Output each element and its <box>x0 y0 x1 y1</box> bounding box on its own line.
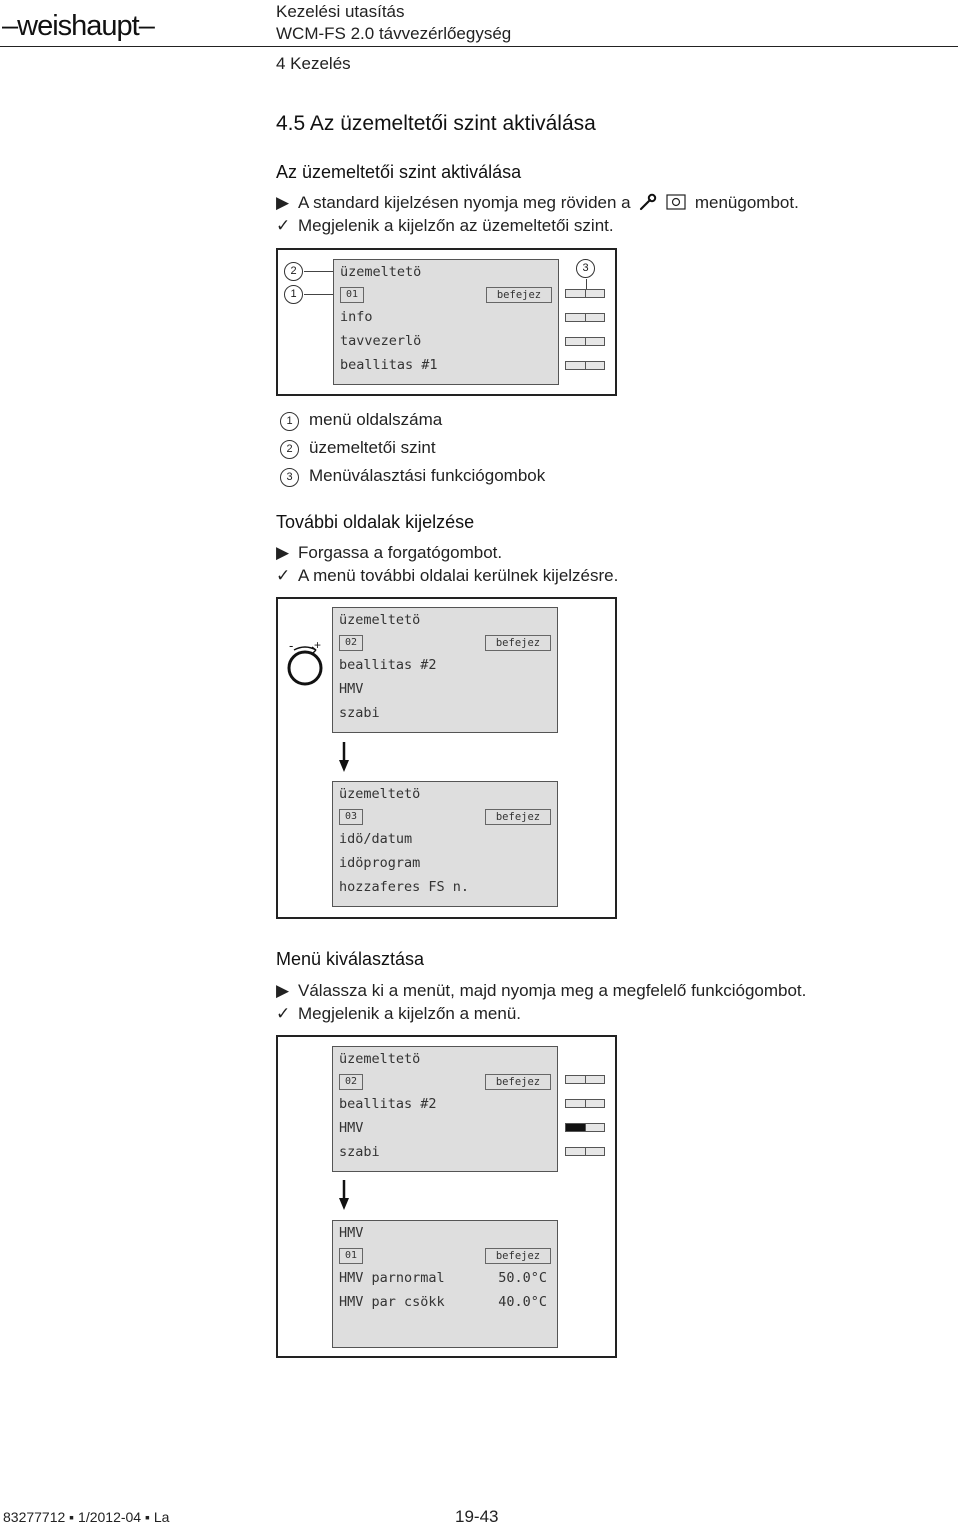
lcd-title: üzemeltetö <box>340 264 422 280</box>
checkmark-icon: ✓ <box>276 216 291 235</box>
leader-line-3 <box>586 279 587 289</box>
function-key-3-pressed[interactable] <box>565 1123 605 1132</box>
sub3-instruction: ▶ Válassza ki a menüt, majd nyomja meg a megfelelő funkciógombot. <box>276 981 807 1000</box>
arrow-down-icon <box>336 1178 352 1212</box>
lcd-display-1 <box>333 259 559 385</box>
sub2-result: ✓ A menü további oldalai kerülnek kijelzésre. <box>276 566 619 585</box>
leader-line-2 <box>304 271 334 272</box>
lcd-param-value: 50.0°C <box>498 1270 547 1286</box>
knob-plus-sign: + <box>314 638 322 652</box>
lcd-menu-item: idöprogram <box>339 855 421 871</box>
legend-item: 3 Menüválasztási funkciógombok <box>280 466 545 487</box>
callout-2: 2 <box>284 262 313 281</box>
legend-item: 2 üzemeltetői szint <box>280 438 436 459</box>
lcd-end-label: befejez <box>486 287 552 303</box>
triangle-right-icon: ▶ <box>276 543 290 562</box>
lcd-end-label: befejez <box>485 635 551 651</box>
function-key-4[interactable] <box>565 361 605 370</box>
section-title: 4.5 Az üzemeltetői szint aktiválása <box>276 112 596 135</box>
doc-number: 83277712 ▪ 1/2012-04 ▪ La <box>3 1509 170 1525</box>
page-number: 19-43 <box>455 1507 499 1526</box>
lcd-title: üzemeltetö <box>339 1051 421 1067</box>
function-key-4[interactable] <box>565 1147 605 1156</box>
lcd-page-number: 01 <box>339 1248 363 1264</box>
callout-1: 1 <box>284 285 313 304</box>
sub2-instruction: ▶ Forgassa a forgatógombot. <box>276 543 503 562</box>
lcd-menu-item: beallitas #2 <box>339 657 437 673</box>
lcd-menu-item: hozzaferes FS n. <box>339 879 470 895</box>
lcd-menu-item: szabi <box>339 1144 380 1160</box>
function-key-2[interactable] <box>565 1099 605 1108</box>
doc-type: Kezelési utasítás <box>276 2 405 21</box>
sub1-heading: Az üzemeltetői szint aktiválása <box>276 162 522 182</box>
triangle-right-icon: ▶ <box>276 981 290 1000</box>
function-key-1[interactable] <box>565 1075 605 1084</box>
function-key-3[interactable] <box>565 337 605 346</box>
lcd-menu-item: info <box>340 309 373 325</box>
sub1-instruction: ▶ A standard kijelzésen nyomja meg röviden a menügombot. <box>276 193 799 212</box>
chapter-title: 4 Kezelés <box>276 54 351 73</box>
lcd-title: üzemeltetö <box>339 786 421 802</box>
arrow-down-icon <box>336 740 352 774</box>
lcd-display-3 <box>332 781 558 907</box>
lcd-page-number: 02 <box>339 635 363 651</box>
lcd-title: üzemeltetö <box>339 612 421 628</box>
lcd-menu-item: szabi <box>339 705 380 721</box>
callout-3: 3 <box>576 259 605 278</box>
lcd-end-label: befejez <box>485 1074 551 1090</box>
lcd-menu-item: idö/datum <box>339 831 413 847</box>
lcd-page-number: 01 <box>340 287 364 303</box>
legend-item: 1 menü oldalszáma <box>280 410 442 431</box>
lcd-param-label: HMV par csökk <box>339 1294 445 1310</box>
knob-minus-sign: - <box>289 638 294 653</box>
wrench-icon <box>639 193 657 211</box>
triangle-right-icon: ▶ <box>276 193 290 212</box>
function-key-2[interactable] <box>565 313 605 322</box>
header-rule <box>0 46 958 47</box>
lcd-display-4 <box>332 1046 558 1172</box>
sub3-result: ✓ Megjelenik a kijelzőn a menü. <box>276 1004 522 1023</box>
lcd-page-number: 02 <box>339 1074 363 1090</box>
lcd-display-5 <box>332 1220 558 1348</box>
lcd-menu-item: beallitas #1 <box>340 357 438 373</box>
lcd-menu-item: tavvezerlö <box>340 333 422 349</box>
product-name: WCM-FS 2.0 távvezérlőegység <box>276 24 512 43</box>
lcd-menu-item: beallitas #2 <box>339 1096 437 1112</box>
lcd-menu-item: HMV <box>339 681 364 697</box>
lcd-param-label: HMV parnormal <box>339 1270 445 1286</box>
sub3-heading: Menü kiválasztása <box>276 949 425 969</box>
lcd-page-number: 03 <box>339 809 363 825</box>
checkmark-icon: ✓ <box>276 566 291 585</box>
checkmark-icon: ✓ <box>276 1004 291 1023</box>
brand-logo: –weishaupt– <box>2 10 154 42</box>
lcd-title: HMV <box>339 1225 364 1241</box>
function-key-1[interactable] <box>565 289 605 298</box>
sub1-result: ✓ Megjelenik a kijelzőn az üzemeltetői szint. <box>276 216 614 235</box>
lcd-end-label: befejez <box>485 809 551 825</box>
sub2-heading: További oldalak kijelzése <box>276 512 475 532</box>
lcd-end-label: befejez <box>485 1248 551 1264</box>
lcd-display-2 <box>332 607 558 733</box>
menu-key-icon <box>666 194 686 210</box>
lcd-menu-item: HMV <box>339 1120 364 1136</box>
lcd-param-value: 40.0°C <box>498 1294 547 1310</box>
logo-text: weishaupt <box>17 10 139 42</box>
